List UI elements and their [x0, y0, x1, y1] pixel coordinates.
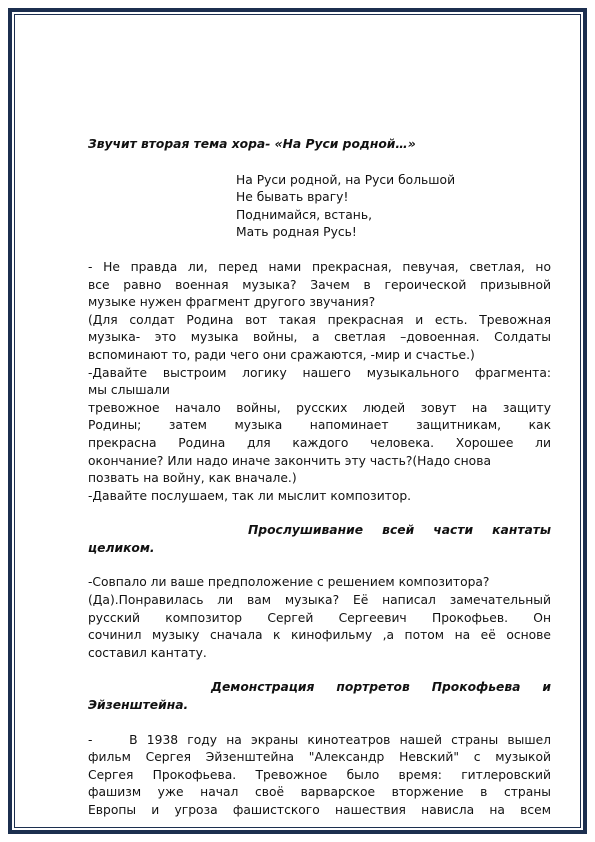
heading-text: целиком.: [88, 540, 155, 555]
text-line: позвать на войну, как вначале.): [88, 471, 297, 486]
text-line: -Совпало ли ваше предположение с решением композитора?: [88, 575, 490, 590]
text-line: - Не правда ли, перед нами прекрасная, певучая, светлая, но: [88, 259, 551, 274]
heading-text: Демонстрация портретов Прокофьева и: [211, 680, 551, 695]
section-heading: Звучит вторая тема хора- «На Руси родной…»: [88, 137, 416, 151]
text-line: окончание? Или надо иначе закончить эту часть?(Надо снова: [88, 453, 491, 468]
text-line: вспоминают то, ради чего они сражаются, -мир и счастье.): [88, 347, 475, 362]
poem-line: Мать родная Русь!: [236, 225, 357, 240]
paragraph-discussion: [88, 259, 551, 505]
text-line: (Да).Понравилась ли вам музыка? Её написал замечательный: [88, 593, 551, 608]
text-line: музыка- это музыка войны, а светлая –довоенная. Солдаты: [88, 330, 551, 345]
text-line: фашизм уже начал своё варварское вторжение в страны: [88, 785, 551, 800]
text-line: Европы и угроза фашистского нашествия нависла на всем: [88, 803, 551, 817]
poem-line: Поднимайся, встань,: [236, 207, 372, 222]
text-line: -Давайте послушаем, так ли мыслит композитор.: [88, 488, 412, 503]
poem-line: На Руси родной, на Руси большой: [236, 172, 456, 187]
heading-text: Эйзенштейна.: [88, 698, 189, 713]
text-line: музыке нужен фрагмент другого звучания?: [88, 295, 376, 310]
text-line: (Для солдат Родина вот такая прекрасная и есть. Тревожная: [88, 312, 551, 327]
paragraph-composer: [88, 574, 551, 662]
text-line: прекрасна Родина для каждого человека. Хорошее ли: [88, 435, 551, 450]
text-line: составил кантату.: [88, 645, 207, 660]
text-line: Сергея Прокофьева. Тревожное было время: гитлеровский: [88, 767, 551, 782]
text-line: все равно военная музыка? Зачем в героической призывной: [88, 277, 551, 292]
text-line: русский композитор Сергей Сергеевич Прокофьев. Он: [88, 610, 551, 625]
text-line: Родины; затем музыка напоминает защитникам, как: [88, 418, 551, 433]
poem-line: Не бывать врагу!: [236, 190, 349, 205]
text-line: фильм Сергея Эйзенштейна "Александр Невский" с музыкой: [88, 750, 551, 765]
text-line: тревожное начало войны, русских людей зовут на защиту: [88, 400, 551, 415]
text-line: мы слышали: [88, 383, 170, 398]
document-body: [88, 136, 551, 820]
text-line: сочинил музыку сначала к кинофильму ,а потом на её основе: [88, 628, 551, 643]
section-heading-listening: [88, 522, 551, 557]
section-heading-portraits: [88, 679, 551, 714]
heading-text: Прослушивание всей части кантаты: [248, 523, 551, 538]
poem-lyrics: [236, 172, 551, 242]
text-line: - В 1938 году на экраны кинотеатров нашей страны вышел: [88, 732, 551, 747]
text-line: -Давайте выстроим логику нашего музыкального фрагмента:: [88, 365, 551, 380]
paragraph-film-history: [88, 732, 551, 820]
